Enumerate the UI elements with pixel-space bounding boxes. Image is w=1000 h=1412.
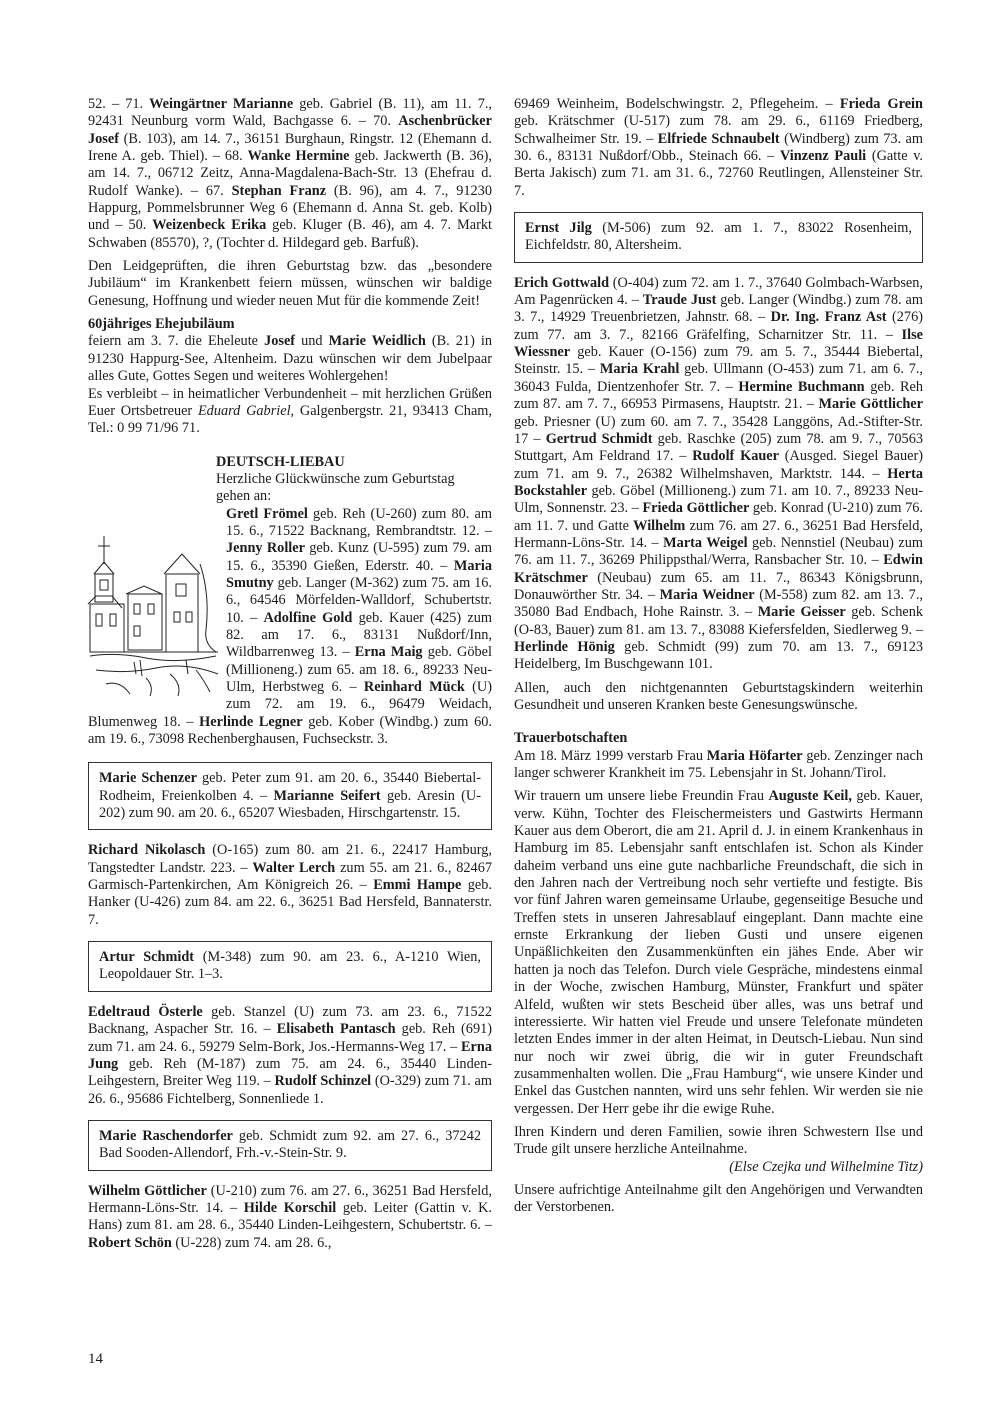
paragraph: Wir trauern um unsere liebe Freundin Frau Auguste Keil, geb. Kauer, verw. Kühn, Tochter des Fleischermeisters und Gastwirts Hermann Kauer aus dem Oberort, die am 21. April d. J. in einem Krankenhaus in Hamburg im 85. Lebensjahr sanft entschlafen ist. Schon als Kinder daheim verband uns eine gute nachbarliche Freundschaft, die sich in den Jahren nach der Vertreibung noch sehr vertiefte und festigte. Bis vor fünf Jahren waren gemeinsame Urlaube, gegenseitige Besuche und Treffen stets in unseren Jahresablauf eingeplant. Dann machte eine ernste Erkrankung der lieben Gusti und unsere eigenen Unpäßlichkeiten den Zusammenkünften ein jähes Ende. Aber wir hatten ja noch das Telefon. Durch viele Gespräche, mindestens einmal in der Woche, zwischen Hamburg, Münster, Frankfurt und später Alfeld, wußten wir stets Bescheid über alles, was uns betraf und interessierte. Wir hatten viel Freude und unsere Telefonate mündeten letzten Endes immer in der alten Heimat, in Deutsch-Liebau. Nun sind nur noch wir zwei übrig, die wir in guter Freundschaft zusammenhalten wollen. Die „Frau Hamburg“, wie unsere Kinder und Enkel das Gustchen nannten, wird uns sehr fehlen. Wir werden sie nie vergessen. Der Herr gebe ihr die ewige Ruhe. <box>514 788 923 1117</box>
person-name: Vinzenz Pauli <box>780 148 867 165</box>
person-name: Rudolf Schinzel <box>274 1073 372 1090</box>
person-name: Gertrud Schmidt <box>545 430 653 447</box>
person-name: Maria Weidner <box>659 586 755 603</box>
person-name: Richard Nikolasch <box>88 842 206 859</box>
paragraph: Edeltraud Österle geb. Stanzel (U) zum 73. am 23. 6., 71522 Backnang, Aspacher Str. 16. – Elisabeth Pantasch geb. Reh (691) zum 71. am 24. 6., 59279 Selm-Bork, Jos.-Hermanns-Weg 17. – Erna Jung geb. Reh (M-187) zum 75. am 24. 6., 35440 Linden-Leihgestern, Breiter Weg 119. – Rudolf Schinzel (O-329) zum 71. am 26. 6., 95686 Fichtelberg, Sonnenliede 1. <box>88 1003 493 1107</box>
section-intro: Herzliche Glückwünsche zum Geburtstag gehen an: <box>216 470 455 505</box>
signature: (Else Czejka und Wilhelmine Titz) <box>729 1158 923 1175</box>
person-name: Reinhard Mück <box>363 679 465 695</box>
heading-jubilee: 60jähriges Ehejubiläum <box>88 316 235 333</box>
person-name: Erich Gottwald <box>514 274 610 291</box>
person-name: Marie Weidlich <box>328 333 426 350</box>
page-number: 14 <box>88 1351 103 1367</box>
person-name: Josef <box>264 333 296 350</box>
paragraph: Ihren Kindern und deren Familien, sowie ihren Schwestern Ilse und Trude gilt unsere herzliche Anteilnahme. <box>514 1123 923 1158</box>
person-name: Robert Schön <box>88 1234 172 1251</box>
person-name: Auguste Keil, <box>768 788 852 805</box>
heading-mourning: Trauerbotschaften <box>514 730 628 747</box>
person-name: Artur Schmidt <box>99 949 195 966</box>
paragraph: Den Leidgeprüften, die ihren Geburtstag bzw. das „besondere Jubiläum“ im Krankenbett feiern müssen, wünschen wir baldige Genesung, Hoffnung und wieder neuen Mut für die kommende Zeit! <box>88 258 492 309</box>
box-text: Ernst Jilg (M-506) zum 92. am 1. 7., 83022 Rosenheim, Eichfeldstr. 80, Altersheim. <box>525 220 912 254</box>
person-name: Herlinde Legner <box>199 713 303 730</box>
box-text: Marie Schenzer geb. Peter zum 91. am 20. 6., 35440 Biebertal-Rodheim, Freienkolben 4. – Marianne Seifert geb. Aresin (U-202) zum 90. am 20. 6., 65207 Wiesbaden, Hirschgartenstr. 15. <box>99 770 481 822</box>
paragraph: Richard Nikolasch (O-165) zum 80. am 21. 6., 22417 Hamburg, Tangstedter Landstr. 223. – Walter Lerch zum 55. am 21. 6., 82467 Garmisch-Partenkirchen, Am Königreich 26. – Emmi Hampe geb. Hanker (U-426) zum 84. am 22. 6., 36251 Bad Hersfeld, Bannaterstr. 7. <box>88 842 492 928</box>
person-name: Emmi Hampe <box>373 877 462 894</box>
person-name: Hermine Buchmann <box>738 378 865 395</box>
person-name: Maria Höfarter <box>706 747 803 764</box>
section-title: DEUTSCH-LIEBAU <box>216 453 345 470</box>
person-name: Marta Weigel <box>663 534 748 551</box>
paragraph: Wilhelm Göttlicher (U-210) zum 76. am 27. 6., 36251 Bad Hersfeld, Hermann-Löns-Str. 14. – Hilde Korschil geb. Leiter (Gattin v. K. Hans) zum 81. am 28. 6., 35440 Linden-Leihgestern, Schubertstr. 6. – Robert Schön (U-228) zum 74. am 28. 6., <box>88 1182 492 1251</box>
person-name: Maria Smutny <box>226 557 492 591</box>
person-name: Rudolf Kauer <box>692 448 780 465</box>
right-column <box>514 96 923 1223</box>
paragraph: Erich Gottwald (O-404) zum 72. am 1. 7., 37640 Golmbach-Warbsen, Am Pagenrücken 4. – Traude Just geb. Langer (Windbg.) zum 78. am 3. 7., 14929 Treuenbrietzen, Jahnstr. 68. – Dr. Ing. Franz Ast (276) zum 77. am 3. 7., 82166 Gräfelfing, Scharnitzer Str. 11. – Ilse Wiessner geb. Kauer (O-156) zum 79. am 5. 7., 35444 Biebertal, Steinstr. 15. – Maria Krahl geb. Ullmann (O-453) zum 71. am 6. 7., 36043 Fulda, Dientzenhofer Str. 7. – Hermine Buchmann geb. Reh zum 87. am 7. 7., 66953 Pirmasens, Hauptstr. 21. – Marie Göttlicher geb. Priesner (U) zum 60. am 7. 7., 35428 Langgöns, Ad.-Stifter-Str. 17 – Gertrud Schmidt geb. Raschke (205) zum 78. am 9. 7., 70563 Stuttgart, Am Feldrand 17. – Rudolf Kauer (Ausged. Siegel Bauer) zum 71. am 9. 7., 26382 Wilhelmshaven, Marktstr. 144. – Herta Bockstahler geb. Göbel (Millioneng.) zum 71. am 10. 7., 89233 Neu-Ulm, Sonnenstr. 23. – Frieda Göttlicher geb. Konrad (U-210) zum 76. am 11. 7. und Gatte Wilhelm zum 76. am 27. 6., 36251 Bad Hersfeld, Hermann-Löns-Str. 14. – Marta Weigel geb. Nennstiel (Neubau) zum 76. am 11. 7., 36269 Philippsthal/Werra, Ransbacher Str. 10. – Edwin Krätschmer (Neubau) zum 65. am 11. 7., 86343 Königsbrunn, Donauwörther Str. 34. – Maria Weidner (M-558) zum 82. am 13. 7., 35080 Bad Endbach, Hohe Rainstr. 3. – Marie Geisser geb. Schenk (O-83, Bauer) zum 81. am 13. 7., 83088 Kiefersfelden, Siedlerweg 9. – Herlinde Hönig geb. Schmidt (99) zum 70. am 13. 7., 69123 Heidelberg, Im Buschgewann 101. <box>514 274 924 673</box>
person-name: Erna Maig <box>354 644 423 661</box>
person-name: Marie Raschendorfer <box>99 1127 233 1144</box>
person-name: Herlinde Hönig <box>514 638 615 655</box>
person-name: Wilhelm Göttlicher <box>88 1182 207 1199</box>
person-name: Frieda Grein <box>839 96 923 112</box>
person-name: Weizenbeck Erika <box>152 217 267 234</box>
person-name: Frieda Göttlicher <box>642 500 750 517</box>
person-name: Marianne Seifert <box>273 787 381 804</box>
person-name: Walter Lerch <box>252 859 336 876</box>
deutsch-liebau-section <box>88 454 492 749</box>
highlight-box <box>88 1120 492 1171</box>
left-column <box>88 96 492 1258</box>
person-name: Edwin Krätschmer <box>514 552 923 586</box>
paragraph: Am 18. März 1999 verstarb Frau Maria Höfarter geb. Zenzinger nach langer schwerer Krankheit im 75. Lebensjahr in St. Johann/Tirol. <box>514 747 923 782</box>
person-name: Weingärtner Marianne <box>149 96 294 112</box>
person-name: Erna Jung <box>88 1038 492 1072</box>
person-name: Maria Krahl <box>599 361 680 378</box>
paragraph: 69469 Weinheim, Bodelschwingstr. 2, Pflegeheim. – Frieda Grein geb. Krätschmer (U-517) zum 78. am 29. 6., 61169 Friedberg, Schwalheimer Str. 19. – Elfriede Schnaubelt (Windberg) zum 73. am 30. 6., 83131 Nußdorf/Obb., Steinach 66. – Vinzenz Pauli (Gatte v. Berta Jakisch) zum 71. am 31. 6., 72760 Reutlingen, Allensteiner Str. 7. <box>514 96 923 199</box>
person-name: Adolfine Gold <box>263 609 353 626</box>
person-name: Aschenbrücker Josef <box>88 113 492 147</box>
person-name: Marie Schenzer <box>99 770 197 787</box>
person-name: Gretl Frömel <box>226 505 308 522</box>
paragraph: Allen, auch den nichtgenannten Geburtstagskindern weiterhin Gesundheit und unseren Kranken beste Genesungswünsche. <box>514 679 923 713</box>
person-name: Hilde Korschil <box>243 1199 337 1216</box>
person-name: Ilse Wiessner <box>514 326 923 361</box>
paragraph: Unsere aufrichtige Anteilnahme gilt den Angehörigen und Verwandten der Verstorbenen. <box>514 1181 923 1216</box>
person-name: Marie Geisser <box>757 604 846 621</box>
paragraph: feiern am 3. 7. die Eheleute Josef und Marie Weidlich (B. 21) in 91230 Happurg-See, Altenheim. Dazu wünschen wir dem Jubelpaar alles Gute, Gottes Segen und weiteres Wohlergehen! <box>88 333 493 385</box>
person-name: Ernst Jilg <box>525 220 592 237</box>
person-name: Elfriede Schnaubelt <box>657 130 780 147</box>
person-name: Wilhelm <box>633 517 686 534</box>
person-name: Stephan Franz <box>231 182 327 199</box>
highlight-box <box>88 941 492 992</box>
highlight-box <box>514 212 923 263</box>
paragraph: Gretl Frömel geb. Reh (U-260) zum 80. am 15. 6., 71522 Backnang, Rembrandtstr. 12. – Jenny Roller geb. Kunz (U-595) zum 79. am 15. 6., 35390 Gießen, Ederstr. 40. – Maria Smutny geb. Langer (M-362) zum 75. am 16. 6., 64546 Mörfelden-Walldorf, Schubertstr. 10. – Adolfine Gold geb. Kauer (425) zum 82. am 17. 6., 83131 Nußdorf/Inn, Wildbarrenweg 13. – Erna Maig geb. Göbel (Millioneng.) zum 65. am 18. 6., 89233 Neu-Ulm, Herbstweg 6. – Reinhard Mück (U) zum 72. am 19. 6., 96479 Weidach, Blumenweg 18. – Herlinde Legner geb. Kober (Windbg.) zum 60. am 19. 6., 73098 Rechenberghausen, Fuchseckstr. 3. <box>88 505 492 748</box>
box-text: Artur Schmidt (M-348) zum 90. am 23. 6., A-1210 Wien, Leopoldauer Str. 1–3. <box>99 949 482 983</box>
person-name: Marie Göttlicher <box>818 396 924 413</box>
church-illustration <box>86 534 222 698</box>
person-name: Dr. Ing. Franz Ast <box>770 309 887 326</box>
person-name: Herta Bockstahler <box>514 465 923 499</box>
highlight-box <box>88 762 492 830</box>
person-name: Wanke Hermine <box>247 148 350 165</box>
paragraph: 52. – 71. Weingärtner Marianne geb. Gabriel (B. 11), am 11. 7., 92431 Neunburg vorm Wald, Bachgasse 6. – 70. Aschenbrücker Josef (B. 103), am 14. 7., 36151 Burghaun, Ringstr. 12 (Ehemann d. Irene A. geb. Thiel). – 68. Wanke Hermine geb. Jackwerth (B. 36), am 14. 7., 06712 Zeitz, Anna-Magdalena-Bach-Str. 13 (Ehefrau d. Rudolf Wanke). – 67. Stephan Franz (B. 96), am 4. 7., 91230 Happurg, Pommelsbrunner Weg 6 (Ehemann d. Anna St. geb. Kolb) und – 50. Weizenbeck Erika geb. Kluger (B. 46), am 4. 7. Markt Schwaben (85570), ?, (Tochter d. Hildegard geb. Barfuß). <box>88 96 492 251</box>
person-name: Edeltraud Österle <box>88 1003 203 1020</box>
paragraph: Es verbleibt – in heimatlicher Verbundenheit – mit herzlichen Grüßen Euer Ortsbetreuer Eduard Gabriel, Galgenbergstr. 21, 93413 Cham, Tel.: 0 99 71/96 71. <box>88 385 492 437</box>
person-name: Jenny Roller <box>226 540 305 557</box>
person-name: Traude Just <box>642 292 717 309</box>
person-name: Elisabeth Pantasch <box>276 1021 396 1038</box>
italic-name: Eduard Gabriel, <box>197 402 295 419</box>
box-text: Marie Raschendorfer geb. Schmidt zum 92. am 27. 6., 37242 Bad Sooden-Allendorf, Frh.-v.-Stein-Str. 9. <box>99 1127 481 1162</box>
